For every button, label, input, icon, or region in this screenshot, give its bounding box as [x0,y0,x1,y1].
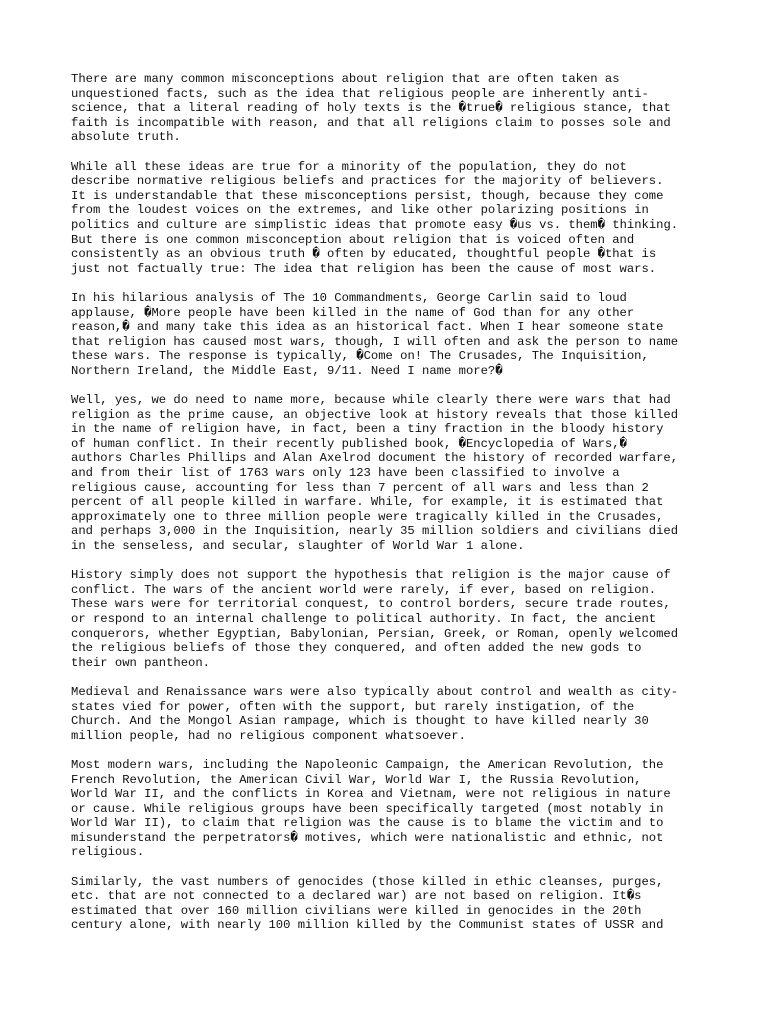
text-line: Most modern wars, including the Napoleonic Campaign, the American Revolution, the [71,757,664,772]
paragraph-5 [71,568,701,670]
text-line: century alone, with nearly 100 million killed by the Communist states of USSR and [71,918,664,933]
text-line: authors Charles Phillips and Alan Axelrod document the history of recorded warfare, [71,451,679,466]
text-line: science, that a literal reading of holy texts is the �true� religious stance, that [71,101,671,116]
text-line: World War II), to claim that religion was the cause is to blame the victim and to [71,816,664,831]
text-line: religion as the prime cause, an objective look at history reveals that those killed [71,407,679,422]
text-line: conflict. The wars of the ancient world were rarely, if ever, based on religion. [71,582,657,597]
text-line: that religion has caused most wars, though, I will often and ask the person to name [71,334,679,349]
text-line: faith is incompatible with reason, and that all religions claim to posses sole and [71,115,671,130]
text-line: and from their list of 1763 wars only 123 have been classified to involve a [71,466,620,481]
text-line: Similarly, the vast numbers of genocides (those killed in ethic cleanses, purges, [71,874,664,889]
text-line: applause, �More people have been killed in the name of God than for any other [71,305,635,320]
paragraph-6 [71,685,701,743]
text-line: Church. And the Mongol Asian rampage, which is thought to have killed nearly 30 [71,714,649,729]
text-line: Well, yes, we do need to name more, because while clearly there were wars that had [71,393,671,408]
text-line: estimated that over 160 million civilians were killed in genocides in the 20th [71,903,642,918]
paragraph-8 [71,875,701,933]
text-line: It is understandable that these misconceptions persist, though, because they come [71,188,664,203]
text-line: their own pantheon. [71,655,210,670]
text-line: or respond to an internal challenge to political authority. In fact, the ancient [71,611,657,626]
text-line: in the senseless, and secular, slaughter of World War 1 alone. [71,539,525,553]
text-line: History simply does not support the hypothesis that religion is the major cause of [71,568,671,583]
text-line: unquestioned facts, such as the idea that religious people are inherently anti- [71,86,649,101]
text-line: World War II, and the conflicts in Korea and Vietnam, were not religious in nature [71,787,671,802]
text-line: While all these ideas are true for a minority of the population, they do not [71,159,627,174]
paragraph-4 [71,393,701,554]
text-line: percent of all people killed in warfare. While, for example, it is estimated that [71,495,664,510]
document-page [71,72,701,948]
text-line: religious. [71,845,145,860]
paragraph-3 [71,291,701,379]
text-line: conquerors, whether Egyptian, Babylonian, Persian, Greek, or Roman, openly welcomed [71,626,679,641]
text-line: describe normative religious beliefs and practices for the majority of believers. [71,174,664,189]
text-line: from the loudest voices on the extremes, and like other polarizing positions in [71,203,649,218]
text-line: consistently as an obvious truth � often by educated, thoughtful people �that is [71,247,657,262]
text-line: etc. that are not connected to a declared war) are not based on religion. It�s [71,889,642,904]
text-line: the religious beliefs of those they conquered, and often added the new gods to [71,641,642,656]
text-line: reason,� and many take this idea as an historical fact. When I hear someone state [71,320,664,335]
text-line: of human conflict. In their recently published book, �Encyclopedia of Wars,� [71,436,627,451]
text-line: religious cause, accounting for less than 7 percent of all wars and less than 2 [71,480,649,495]
text-line: These wars were for territorial conquest, to control borders, secure trade routes, [71,597,671,612]
paragraph-7 [71,758,701,860]
text-line: absolute truth. [71,130,181,145]
text-line: Medieval and Renaissance wars were also typically about control and wealth as city- [71,684,679,699]
text-line: or cause. While religious groups have been specifically targeted (most notably in [71,801,664,816]
text-line: Northern Ireland, the Middle East, 9/11. Need I name more?� [71,363,503,378]
text-line: misunderstand the perpetrators� motives, which were nationalistic and ethnic, not [71,830,664,845]
text-line: French Revolution, the American Civil War, World War I, the Russia Revolution, [71,772,642,787]
text-line: million people, had no religious component whatsoever. [71,728,466,743]
text-line: just not factually true: The idea that religion has been the cause of most wars. [71,261,657,276]
text-line: In his hilarious analysis of The 10 Commandments, George Carlin said to loud [71,290,627,305]
paragraph-2 [71,160,701,277]
text-line: There are many common misconceptions about religion that are often taken as [71,72,620,86]
text-line: and perhaps 3,000 in the Inquisition, nearly 35 million soldiers and civilians died [71,524,679,539]
text-line: these wars. The response is typically, �Come on! The Crusades, The Inquisition, [71,349,649,364]
text-line: states vied for power, often with the support, but rarely instigation, of the [71,699,635,714]
text-line: approximately one to three million people were tragically killed in the Crusades, [71,509,664,524]
text-line: But there is one common misconception about religion that is voiced often and [71,232,635,247]
text-line: politics and culture are simplistic ideas that promote easy �us vs. them� thinking. [71,217,679,232]
text-line: in the name of religion have, in fact, been a tiny fraction in the bloody history [71,422,664,437]
paragraph-1 [71,72,701,145]
